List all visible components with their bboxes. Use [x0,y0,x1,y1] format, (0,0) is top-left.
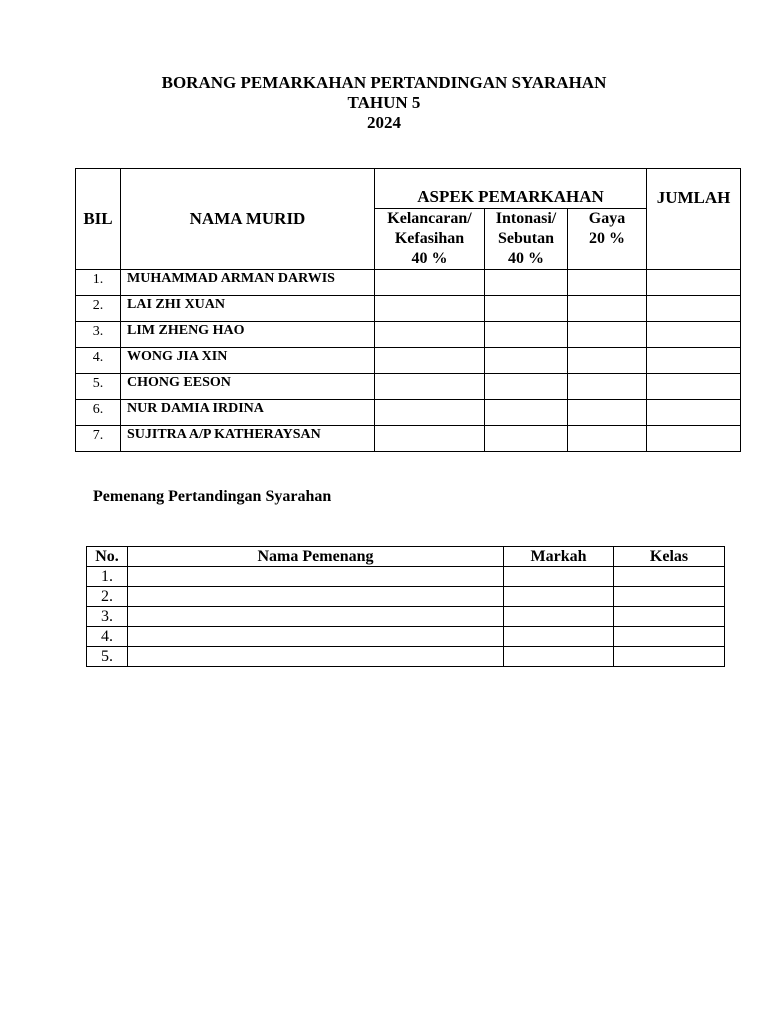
cell-intonasi[interactable] [485,374,568,400]
row-bil: 6. [76,400,121,426]
header-aspek-pemarkahan: ASPEK PEMARKAHAN [375,169,647,209]
gaya-line-2: 20 % [589,230,626,247]
cell-gaya[interactable] [568,426,647,452]
cell-kelancaran[interactable] [375,374,485,400]
table-row [76,400,741,426]
header-jumlah-blank [647,209,741,270]
cell-intonasi[interactable] [485,348,568,374]
row-no: 1. [87,567,128,587]
cell-markah[interactable] [504,607,614,627]
row-no: 5. [87,647,128,667]
title-line-1: BORANG PEMARKAHAN PERTANDINGAN SYARAHAN [161,73,607,92]
title-line-3: 2024 [367,113,401,132]
table-row [76,296,741,322]
cell-kelancaran[interactable] [375,400,485,426]
row-nama: LAI ZHI XUAN [121,296,375,322]
cell-nama-pemenang[interactable] [128,627,504,647]
cell-jumlah[interactable] [647,270,741,296]
winners-table [86,546,725,667]
table-row [76,322,741,348]
header-gaya [568,209,647,270]
cell-gaya[interactable] [568,400,647,426]
table-row [87,627,725,647]
cell-nama-pemenang[interactable] [128,607,504,627]
row-no: 4. [87,627,128,647]
document-title [0,73,768,133]
header-kelas: Kelas [614,547,725,567]
kelancaran-line-3: 40 % [411,250,448,267]
cell-jumlah[interactable] [647,426,741,452]
table-row [87,647,725,667]
header-bil: BIL [76,169,121,270]
cell-nama-pemenang[interactable] [128,587,504,607]
row-bil: 2. [76,296,121,322]
row-nama: NUR DAMIA IRDINA [121,400,375,426]
cell-kelancaran[interactable] [375,296,485,322]
row-bil: 7. [76,426,121,452]
header-intonasi [485,209,568,270]
cell-gaya[interactable] [568,270,647,296]
row-bil: 1. [76,270,121,296]
intonasi-line-3: 40 % [508,250,544,267]
cell-kelas[interactable] [614,567,725,587]
row-no: 2. [87,587,128,607]
cell-intonasi[interactable] [485,270,568,296]
kelancaran-line-1: Kelancaran/ [387,210,472,227]
table-row [76,348,741,374]
header-no: No. [87,547,128,567]
cell-kelancaran[interactable] [375,348,485,374]
title-line-2: TAHUN 5 [347,93,421,112]
header-markah: Markah [504,547,614,567]
cell-jumlah[interactable] [647,374,741,400]
cell-kelas[interactable] [614,587,725,607]
cell-nama-pemenang[interactable] [128,647,504,667]
cell-jumlah[interactable] [647,348,741,374]
cell-kelas[interactable] [614,627,725,647]
cell-gaya[interactable] [568,296,647,322]
cell-kelancaran[interactable] [375,270,485,296]
cell-intonasi[interactable] [485,296,568,322]
intonasi-line-2: Sebutan [497,230,555,247]
row-bil: 4. [76,348,121,374]
header-jumlah: JUMLAH [647,169,741,209]
scoring-table [75,168,741,452]
row-nama: MUHAMMAD ARMAN DARWIS [121,270,375,296]
cell-intonasi[interactable] [485,400,568,426]
row-nama: SUJITRA A/P KATHERAYSAN [121,426,375,452]
cell-gaya[interactable] [568,322,647,348]
row-nama: LIM ZHENG HAO [121,322,375,348]
cell-gaya[interactable] [568,374,647,400]
table-row [87,607,725,627]
cell-jumlah[interactable] [647,400,741,426]
cell-markah[interactable] [504,647,614,667]
cell-nama-pemenang[interactable] [128,567,504,587]
table-row [87,587,725,607]
row-bil: 5. [76,374,121,400]
table-row [76,426,741,452]
header-kelancaran [375,209,485,270]
kelancaran-line-2: Kefasihan [394,230,465,247]
row-bil: 3. [76,322,121,348]
cell-markah[interactable] [504,567,614,587]
cell-markah[interactable] [504,587,614,607]
table-row [87,567,725,587]
cell-kelancaran[interactable] [375,426,485,452]
cell-kelas[interactable] [614,647,725,667]
table-row [76,270,741,296]
row-nama: CHONG EESON [121,374,375,400]
winners-heading: Pemenang Pertandingan Syarahan [93,488,332,505]
row-no: 3. [87,607,128,627]
cell-gaya[interactable] [568,348,647,374]
header-nama-pemenang: Nama Pemenang [128,547,504,567]
cell-markah[interactable] [504,627,614,647]
cell-kelancaran[interactable] [375,322,485,348]
cell-jumlah[interactable] [647,296,741,322]
cell-intonasi[interactable] [485,426,568,452]
cell-intonasi[interactable] [485,322,568,348]
cell-jumlah[interactable] [647,322,741,348]
gaya-line-1: Gaya [588,210,626,227]
header-nama-murid: NAMA MURID [121,169,375,270]
cell-kelas[interactable] [614,607,725,627]
table-row [76,374,741,400]
row-nama: WONG JIA XIN [121,348,375,374]
intonasi-line-1: Intonasi/ [495,210,557,227]
